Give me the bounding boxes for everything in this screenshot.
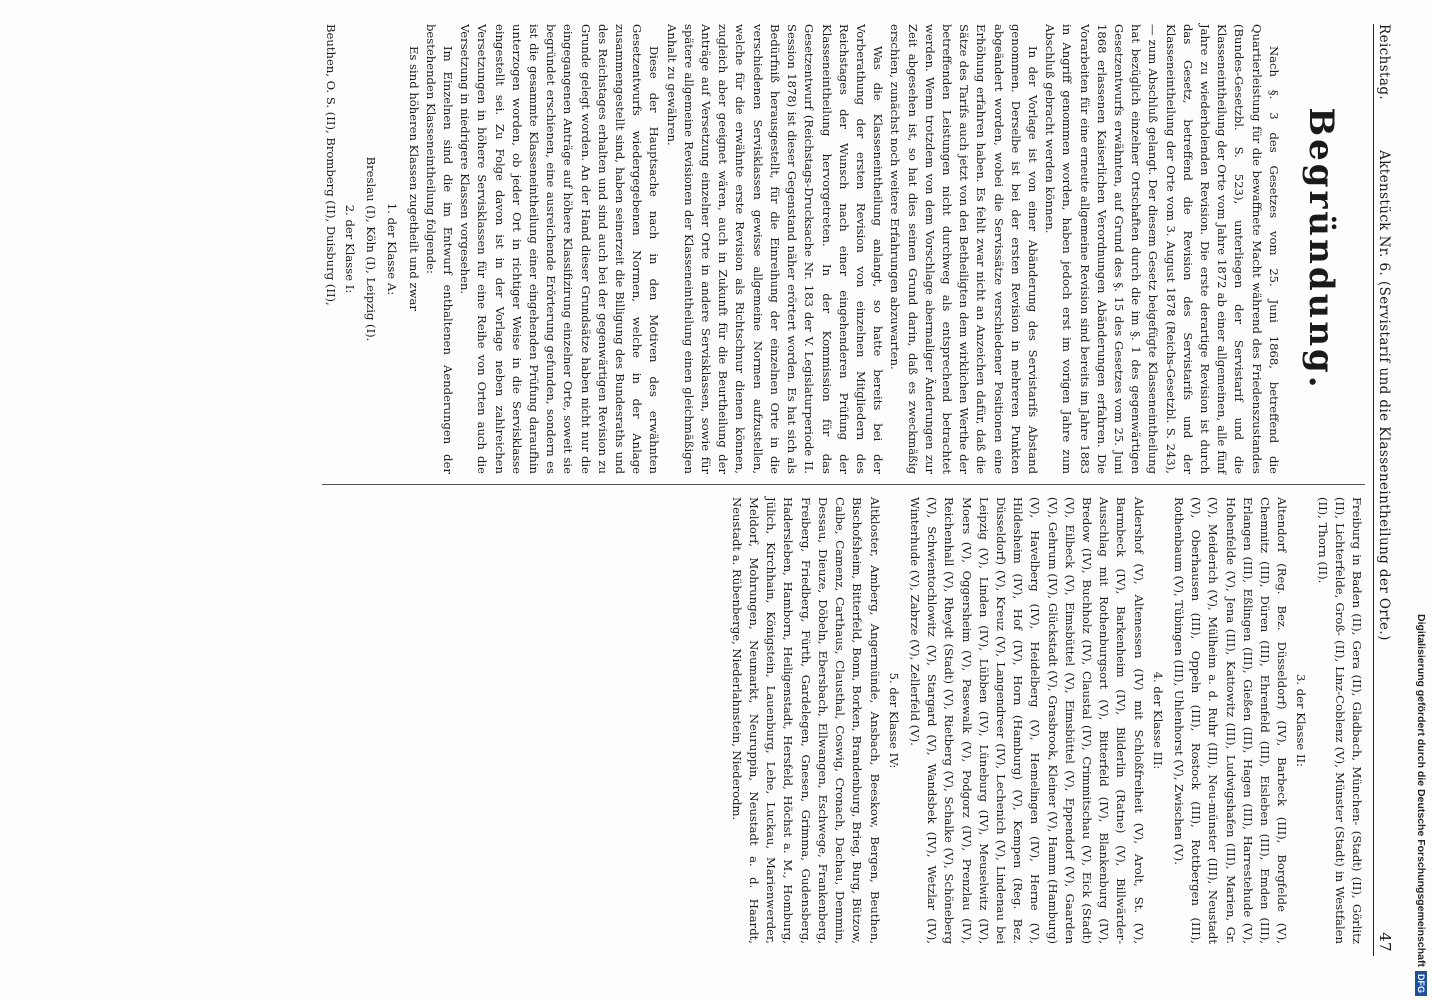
section-heading: Begründung. bbox=[1301, 107, 1341, 391]
class-heading: 4. der Klasse III: bbox=[1150, 671, 1165, 770]
running-head-left: Reichstag. bbox=[1376, 24, 1392, 101]
class-places: Breslau (I), Köln (I), Leipzig (I). bbox=[364, 156, 379, 342]
class-places: Altendorf (Reg. Bez. Düsseldorf) (IV), Barbeck (III), Borgfelde (V), Chemnitz (III), Düren (III), Ehrenfeld (III), Eisleben (III), Emden (III), Erlangen (III), Eßlingen (III), Gießen (III), Hagen (III), Harrestehude (V), Hohenfelde (V), Jena (III), Kattowitz (III), Ludwigshafen (III), Marien, Gr. (V), Meiderich (V), Mülheim a. d. Ruhr (III), Neu-münster (III), Neustadt (V), Oberhausen (III), Oppeln (III), Rostock (III), Rottbergen (III), Rothenbaum (V), Tübingen (III), Uhlenhorst (V), Zwischen (V). bbox=[1171, 497, 1290, 944]
class-places-continued: Freiburg in Baden (II), Gera (II), Gladbach, München- (Stadt) (II), Görlitz (II), Lichterfelde, Groß- (II), Linz-Coblenz (V), Münster (Stadt) in Westfalen (II), Thorn (II). bbox=[1315, 497, 1364, 944]
class-heading: 1. der Klasse A: bbox=[385, 202, 400, 296]
paragraph: Was die Klasseneintheilung anlangt, so hatte bereits bei der Vorberathung der ersten Revision von einzelnen Mitgliedern des Reichstages der Wunsch nach einer eingehenderen Prüfung der Klasseneintheilung hervorgetreten. In der Kommission für das Gesetzentwurf (Reichstags-Drucksache Nr. 183 der V. Legislaturperiode II. Session 1878) ist dieser Gegenstand näher erörtert worden. Es hat sich als Bedürfniß herausgestellt, für die Einreihung der einzelnen Orte in die verschiedenen Servisklassen gewisse allgemeine Normen aufzustellen, welche für die erwähnte erste Revision als Richtschnur dienen können, zugleich aber geeignet wären, auch in Zukunft für die Beurtheilung der Anträge auf Versetzung einzelner Orte in andere Servisklassen, sowie für spätere allgemeine Revisionen der Klasseneintheilung einen gleichmäßigen Anhalt zu gewähren. bbox=[664, 24, 886, 474]
paragraph: In der Vorlage ist von einer Abänderung des Servistarifs Abstand genommen. Derselbe ist bei der ersten Revision in mehreren Punkten abgeändert worden, wobei die Servissätze verschiedener Positionen eine Erhöhung erfahren haben. Es fehlt zwar nicht an Anzeichen dafür, daß die Sätze des Tarifs auch jetzt von den Betheiligten dem wirklichen Werthe der betreffenden Leistungen nicht durchweg als entsprechend betrachtet werden. Wenn trotzdem von dem Vorschlage abermaliger Änderungen zur Zeit abgesehen ist, so hat dies seinen Grund darin, daß es zweckmäßig erschien, zunächst noch weitere Erfahrungen abzuwarten. bbox=[888, 24, 1040, 474]
digitization-note: Digitalisierung gefördert durch die Deutsche Forschungsgemeinschaft bbox=[1415, 614, 1427, 967]
running-head bbox=[1373, 24, 1394, 956]
paragraph: Es sind höheren Klassen zugetheilt und zwar bbox=[406, 46, 421, 311]
class-heading: 5. der Klasse IV: bbox=[886, 672, 901, 769]
class-places: Aldershof (V), Altenessen (IV) mit Schloßfreiheit (V), Arolt, St. (V), Barmbeck (IV), Barkenheim (IV), Bilderlin (Ratne) (V), Billwärder-Ausschlag mit Rothenburgsort (V), Bitterfeld (IV), Blankenburg (IV), Bredow (IV), Buchholz (IV), Claustal (IV), Crimmitschau (V), Eick (Stadt) (V), Eilbeck (V), Eimsbüttel (V), Eimsbüttel (V), Eppendorf (V), Gaarden (V), Gehrum (IV), Glückstadt (V), Grasbrook, Kleiner (V), Hamm (Hamburg) (V), Havelberg (IV), Heidelberg (V), Hemelingen (IV), Herne (V), Hildesheim (IV), Hof (IV), Horn (Hamburg) (V), Kempen (Reg. Bez. Düsseldorf) (V), Kreuz (V), Langendreer (IV), Lechenich (V), Lindenau bei Leipzig (V), Linden (IV), Lübben (IV), Lüneburg (IV), Meuselwitz (IV), Moers (V), Oggersheim (V), Pasewalk (V), Podgorz (IV), Prenzlau (IV), Reichenhall (V), Rheydt (Stadt) (V), Rietberg (V), Schalke (V), Schöneberg (V), Schwientochlowitz (V), Stargard (V), Wandsbek (IV), Wetzlar (IV), Winterhude (V), Zabrze (V), Zellerfeld (V). bbox=[907, 497, 1146, 944]
document-page bbox=[22, 10, 1400, 970]
class-places: Altkloster, Amberg, Angermünde, Ansbach, Beeskow, Bergen, Beuthen, Bischofsheim, Bitterfeld, Bonn, Borken, Brandenburg, Brieg, Burg, Bützow, Calbe, Camenz, Carthaus, Clausthal, Coswig, Cronach, Dachau, Demmin, Dessau, Dieuze, Döbeln, Ebersbach, Ellwangen, Eschwege, Frankenberg, Freiberg, Friedberg, Fürth, Gardelegen, Gnesen, Grimma, Gudensberg, Hadersleben, Hamborn, Heiligenstadt, Hersfeld, Höchst a. M., Homburg, Jülich, Kirchhain, Königstein, Lauenburg, Lehe, Luckau, Marienwerder, Meldorf, Mohrungen, Neumarkt, Neuruppin, Neustadt a. d. Haardt, Neustadt a. Rübenberge, Niederlahnstein, Niederodm. bbox=[729, 497, 882, 944]
class-places: Beuthen, O. S. (II), Bromberg (II), Duisburg (II), bbox=[323, 24, 338, 306]
paragraph: Diese der Hauptsache nach in den Motiven des erwähnten Gesetzentwurfs wiedergegebenen Normen, welche in der Anlage zusammengestellt sind, haben seinerzeit die Billigung des Bundesraths und des Reichstages erhalten und sind auch bei der gegenwärtigen Revision zu Grunde gelegt worden. An der Hand dieser Grundsätze haben nicht nur die eingegangenen Anträge auf höhere Klassifizirung einzelner Orte, soweit sie begründet erschienen, eine ausreichende Erörterung gefunden, sondern es ist die gesammte Klasseneintheilung einer eingehenden Prüfung daraufhin unterzogen worden, ob jeder Ort in richtiger Weise in die Servisklasse eingestellt sei. Zu Folge davon ist in der Vorlage neben zahlreichen Versetzungen in höhere Servisklassen für eine Reihe von Orten auch die Versetzung in niedrigere Klassen vorgesehen. bbox=[458, 24, 662, 474]
digitization-stamp bbox=[1411, 8, 1431, 996]
right-column bbox=[322, 484, 1365, 944]
paragraph: Nach §. 3 des Gesetzes vom 25. Juni 1868, betreffend die Quartierleistung für die bewaffnete Macht während des Friedenszustandes (Bundes-Gesetzbl. S. 523), unterliegen der Servistarif und die Klasseneintheilung der Orte vom Jahre 1872 ab einer allgemeinen, alle fünf Jahre zu wiederholenden Revision. Die erste derartige Revision ist durch das Gesetz, betreffend die Revision des Servistarifs und der Klasseneintheilung der Orte vom 3. August 1878 (Reichs-Gesetzbl. S. 243), — zum Abschluß gelangt. Der diesem Gesetz beigefügte Klasseneintheilung hat bezüglich einzelner Ortschaften durch die im §. 1 des gegenwärtigen Gesetzentwurfs erwähnten, auf Grund des §. 15 des Gesetzes vom 25. Juni 1868 erlassenen Kaiserlichen Verordnungen Abänderungen erfahren. Die Vorarbeiten für eine erneute allgemeine Revision sind bereits im Jahre 1883 in Angriff genommen worden, haben jedoch erst im vorigen Jahre zum Abschluß gebracht werden können. bbox=[1043, 24, 1281, 474]
paragraph: Im Einzelnen sind die im Entwurf enthaltenen Aenderungen der bestehenden Klasseneintheilung folgende: bbox=[423, 24, 456, 474]
page-number: 47 bbox=[1376, 932, 1394, 952]
dfg-logo: DFG bbox=[1415, 971, 1427, 996]
running-head-title: Aktenstück Nr. 6. (Servistarif und die Klasseneintheilung der Orte.) bbox=[1376, 150, 1392, 641]
class-heading: 3. der Klasse II: bbox=[1294, 673, 1309, 768]
class-heading: 2. der Klasse I: bbox=[343, 204, 358, 294]
left-column bbox=[322, 24, 1365, 484]
text-columns bbox=[322, 24, 1365, 956]
